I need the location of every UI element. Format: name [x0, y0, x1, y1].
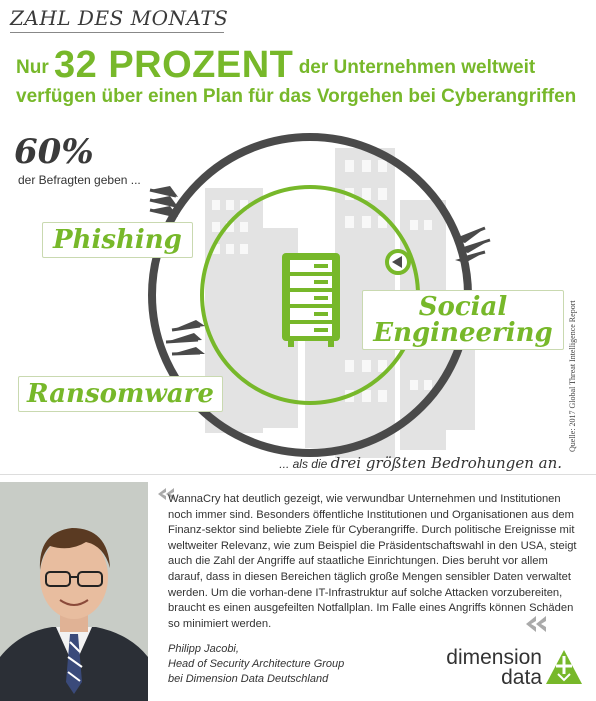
quote-text: WannaCry hat deutlich gezeigt, wie verwundbar Unternehmen und Institutionen noch immer sind. Besonders öffentliche Institutionen und Organisationen aus dem Finanz-sektor sind beliebte Ziele für Cyberangriffe. Durch politische Ereignisse mit weltweiter Relevanz, wie zum Beispiel die Präsidentschaftswahl in den USA, steigt auch die Zahl der Angriffe auf staatliche Einrichtungen. Dies beruht vor allem darauf, dass in diesen Bereichen täglich große Mengen sensibler Daten verwaltet werden. Um die vorhan-dene IT-Infrastruktur auf solche Attacken vorzubereiten, braucht es einen ausgefeilten Notfallplan. Im Falle eines Angriffs können Schäden so minimiert werden. [168, 493, 577, 630]
section-divider [0, 474, 596, 475]
dimension-data-logo [438, 648, 588, 688]
arrow-left-bottom-icon [166, 320, 205, 354]
quote-close-icon [524, 614, 550, 634]
arrow-left-top-icon [150, 186, 178, 217]
person-photo-icon [0, 482, 148, 701]
threat-label-phishing: Phishing [42, 222, 193, 258]
logo-text [438, 648, 542, 688]
threat-label-ransomware: Ransomware [18, 376, 223, 412]
server-icon [282, 253, 340, 347]
headline-line-1 [16, 44, 586, 87]
conclusion-emphasis: drei größten Bedrohungen an. [330, 454, 562, 472]
headline-line-2: verfügen über einen Plan für das Vorgehen bei Cyberangriffen [16, 86, 577, 107]
social-line-1: Social [418, 292, 508, 322]
headline-big-number: 32 PROZENT [54, 44, 294, 86]
threat-label-social-engineering [362, 290, 564, 350]
author-company: bei Dimension Data Deutschland [168, 673, 329, 685]
stat-value: 60% [14, 132, 94, 172]
headline-suffix: der Unternehmen weltweit [298, 57, 536, 78]
author-block [168, 642, 344, 687]
conclusion-part-1: ... als die [279, 457, 328, 471]
author-portrait [0, 482, 148, 701]
author-role: Head of Security Architecture Group [168, 658, 345, 670]
triangle-logo-icon [546, 650, 582, 684]
logo-line-1: dimension [446, 646, 542, 669]
author-name: Philipp Jacobi, [168, 643, 239, 655]
logo-line-2: data [501, 666, 542, 689]
header-title: ZAHL DES MONATS [10, 6, 229, 30]
social-line-2: Engineering [373, 318, 553, 348]
header-divider [10, 32, 224, 33]
conclusion-text [279, 454, 562, 472]
source-note: Quelle: 2017 Global Threat Intelligence Report [568, 300, 577, 452]
headline-prefix: Nur [16, 57, 49, 78]
target-node-icon [387, 251, 409, 273]
stat-subtitle: der Befragten geben ... [18, 173, 141, 187]
